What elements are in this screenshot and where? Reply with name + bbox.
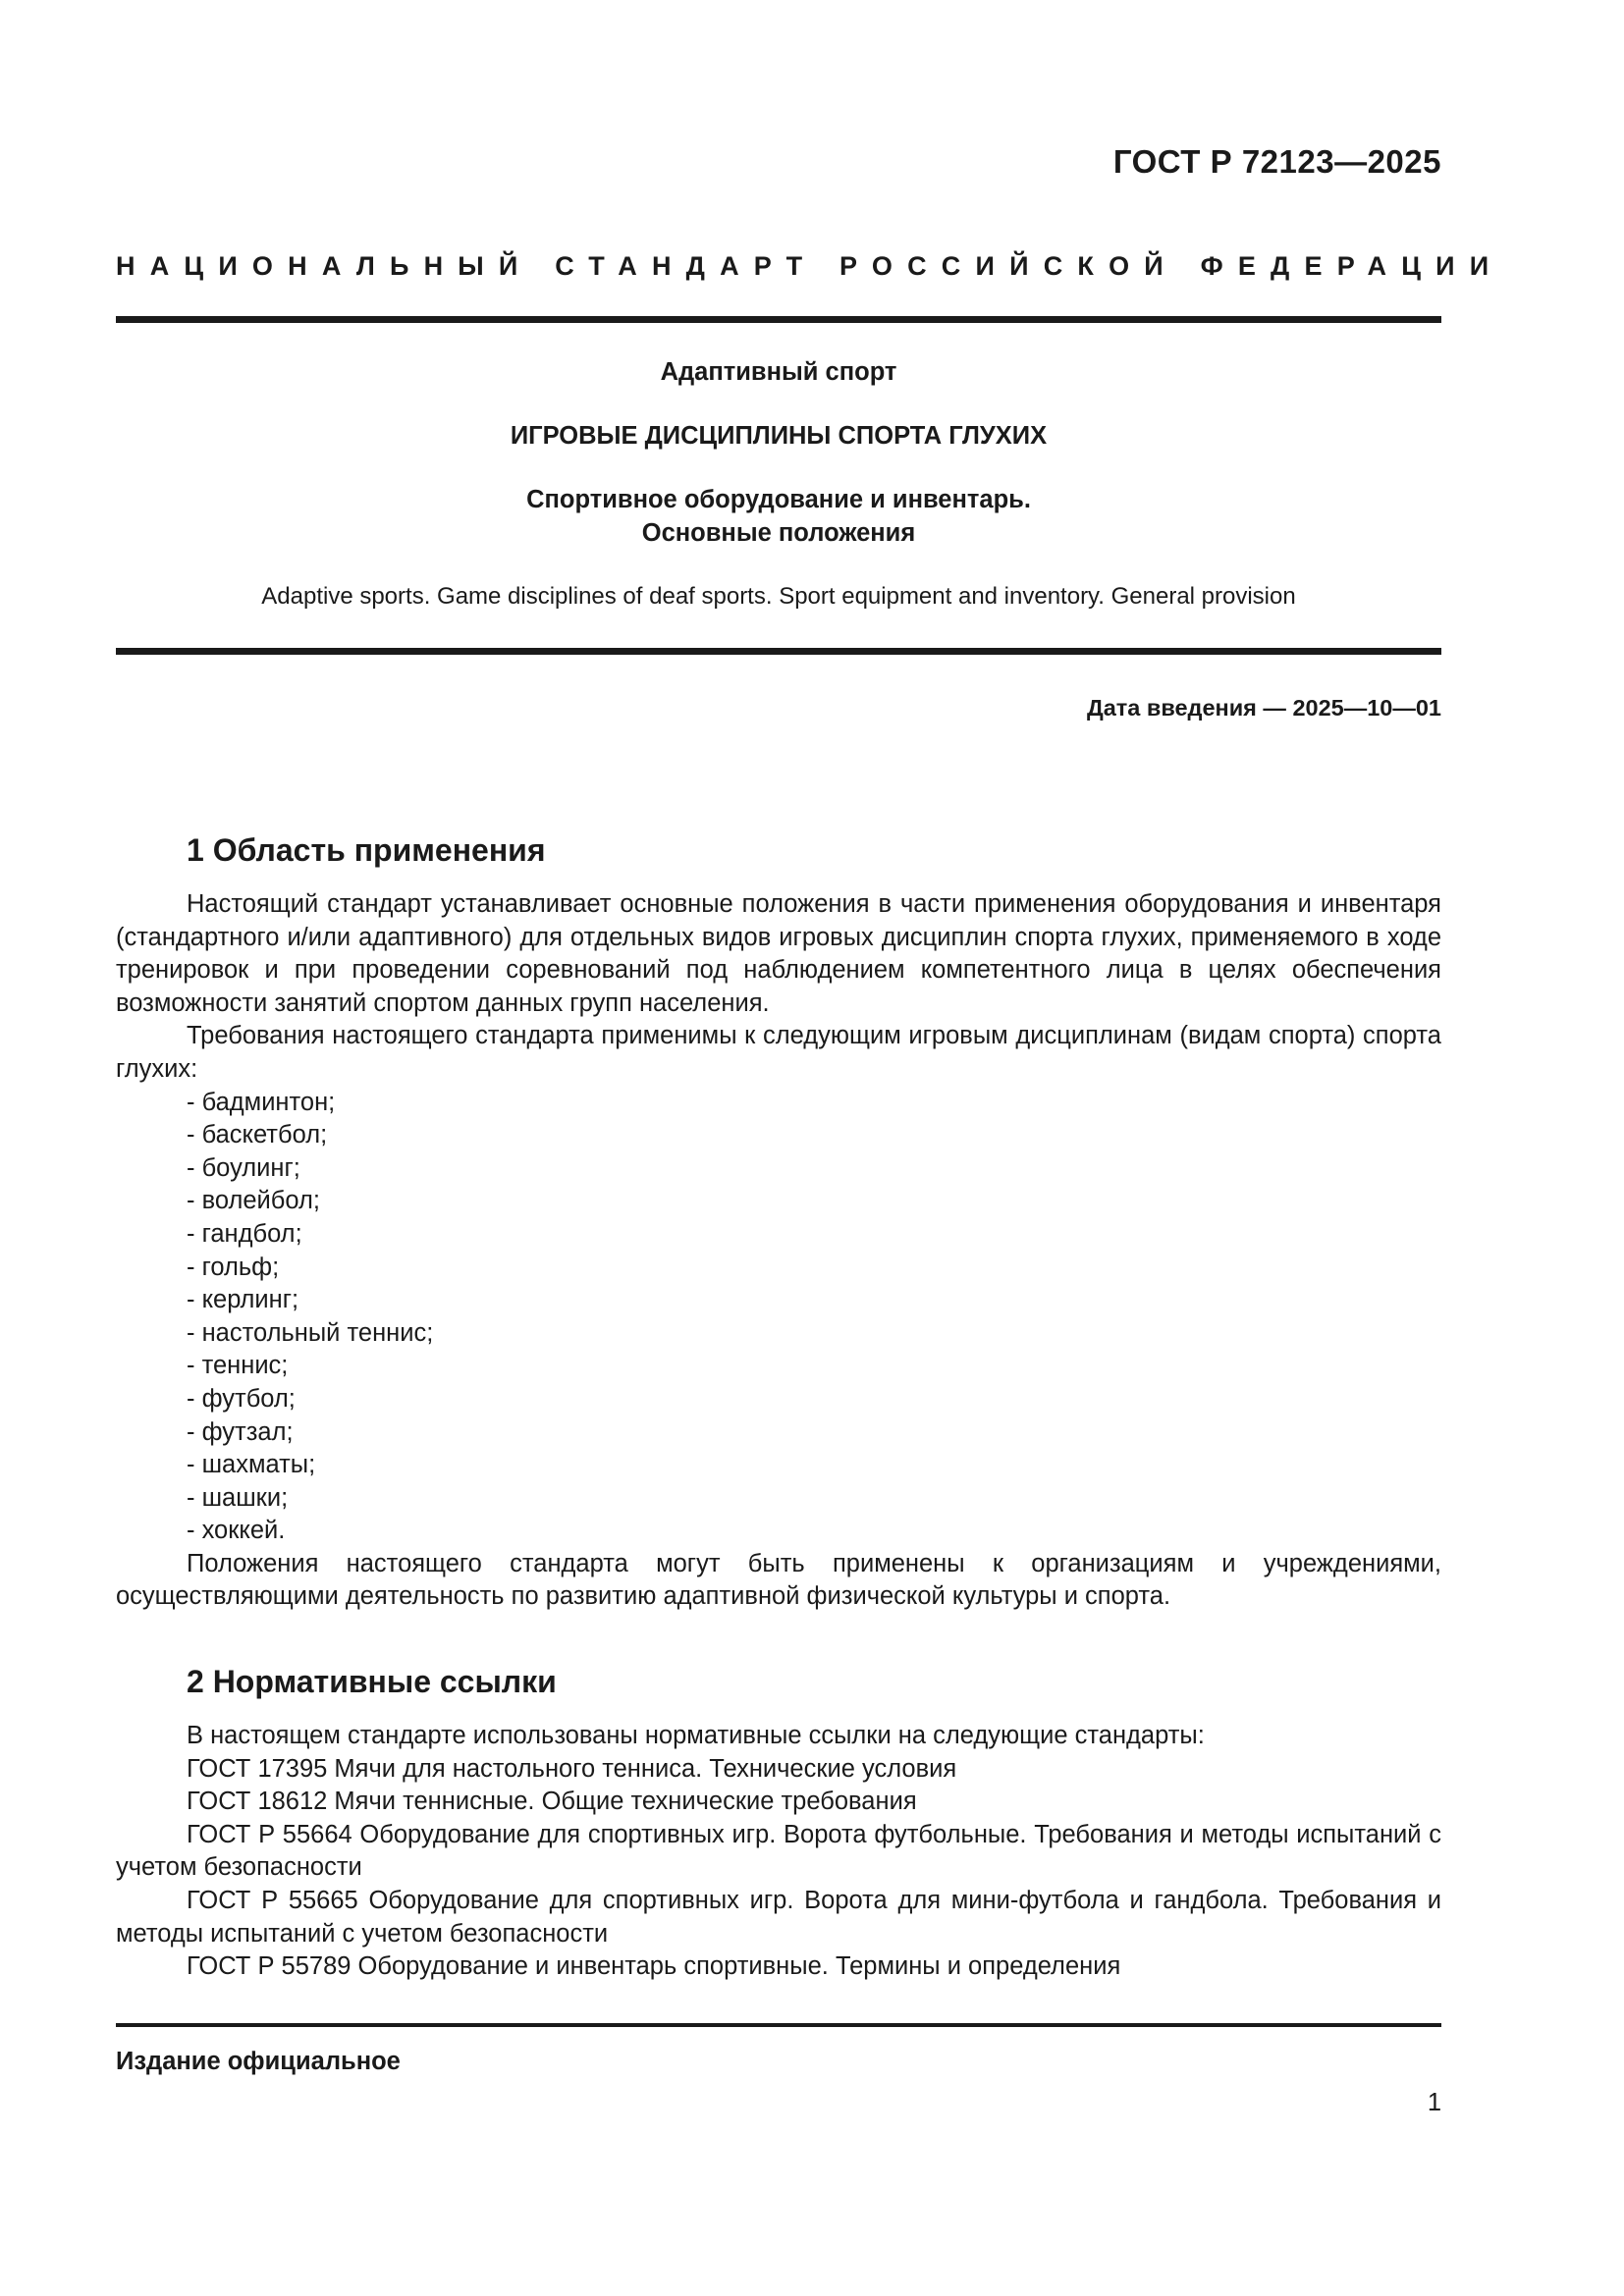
discipline-item: - теннис; (187, 1352, 289, 1380)
section-1-paragraph-1: Настоящий стандарт устанавливает основные положения в части применения оборудования и инвентаря (стандартного и/или адаптивного) для отдельных видов игровых дисциплин спорта глухих, применяемого в ходе тренировок и при проведении соревнований под наблюдением компетентного лица в целях обеспечения возможности занятий спортом данных групп населения. (116, 890, 1441, 1017)
discipline-item: - шашки; (187, 1483, 289, 1512)
title-line-3b: Основные положения (641, 519, 916, 547)
title-rule (116, 648, 1441, 655)
discipline-item: - волейбол; (187, 1187, 320, 1215)
normative-reference: ГОСТ Р 55665 Оборудование для спортивных игр. Ворота для мини-футбола и гандбола. Требования и методы испытаний с учетом безопасности (116, 1886, 1441, 1948)
title-line-3a: Спортивное оборудование и инвентарь. (526, 486, 1031, 513)
section-1-paragraph-3: Положения настоящего стандарта могут быть применены к организациям и учреждениями, осуществляющими деятельность по развитию адаптивной физической культуры и спорта. (116, 1549, 1441, 1611)
gost-number: ГОСТ Р 72123—2025 (1112, 143, 1441, 180)
national-standard-heading: НАЦИОНАЛЬНЫЙ СТАНДАРТ РОССИЙСКОЙ ФЕДЕРАЦИИ (116, 251, 1504, 281)
top-rule (116, 316, 1441, 323)
discipline-item: - баскетбол; (187, 1121, 328, 1149)
section-1-body (116, 888, 1441, 1614)
normative-reference: ГОСТ 18612 Мячи теннисные. Общие технические требования (187, 1788, 917, 1816)
normative-reference: ГОСТ Р 55664 Оборудование для спортивных игр. Ворота футбольные. Требования и методы испытаний с учетом безопасности (116, 1820, 1441, 1882)
section-2-intro: В настоящем стандарте использованы нормативные ссылки на следующие стандарты: (187, 1722, 1205, 1749)
discipline-item: - хоккей. (187, 1517, 286, 1545)
page-number: 1 (1427, 2089, 1441, 2116)
official-edition-label: Издание официальное (116, 2048, 401, 2075)
title-line-2: ИГРОВЫЕ ДИСЦИПЛИНЫ СПОРТА ГЛУХИХ (510, 422, 1048, 450)
introduction-date: Дата введения — 2025—10—01 (1086, 695, 1441, 721)
section-1-title: 1 Область применения (187, 832, 546, 868)
title-line-1: Адаптивный спорт (660, 358, 897, 386)
english-title: Adaptive sports. Game disciplines of deaf sports. Sport equipment and inventory. General provision (261, 583, 1296, 610)
normative-reference: ГОСТ Р 55789 Оборудование и инвентарь спортивные. Термины и определения (187, 1952, 1121, 1981)
discipline-item: - гандбол; (187, 1219, 302, 1248)
discipline-item: - керлинг; (187, 1286, 299, 1314)
section-1-paragraph-2: Требования настоящего стандарта применимы к следующим игровым дисциплинам (видам спорта) спорта глухих: (116, 1022, 1441, 1083)
discipline-item: - шахматы; (187, 1451, 316, 1479)
discipline-item: - футбол; (187, 1384, 296, 1413)
discipline-item: - футзал; (187, 1417, 294, 1446)
footer-rule (116, 2023, 1441, 2027)
section-2-body (116, 1720, 1441, 1984)
section-2-title: 2 Нормативные ссылки (187, 1664, 557, 1699)
discipline-item: - настольный теннис; (187, 1318, 434, 1347)
normative-reference: ГОСТ 17395 Мячи для настольного тенниса. Технические условия (187, 1754, 957, 1783)
discipline-item: - гольф; (187, 1253, 280, 1281)
discipline-item: - боулинг; (187, 1153, 300, 1182)
discipline-item: - бадминтон; (187, 1088, 336, 1116)
